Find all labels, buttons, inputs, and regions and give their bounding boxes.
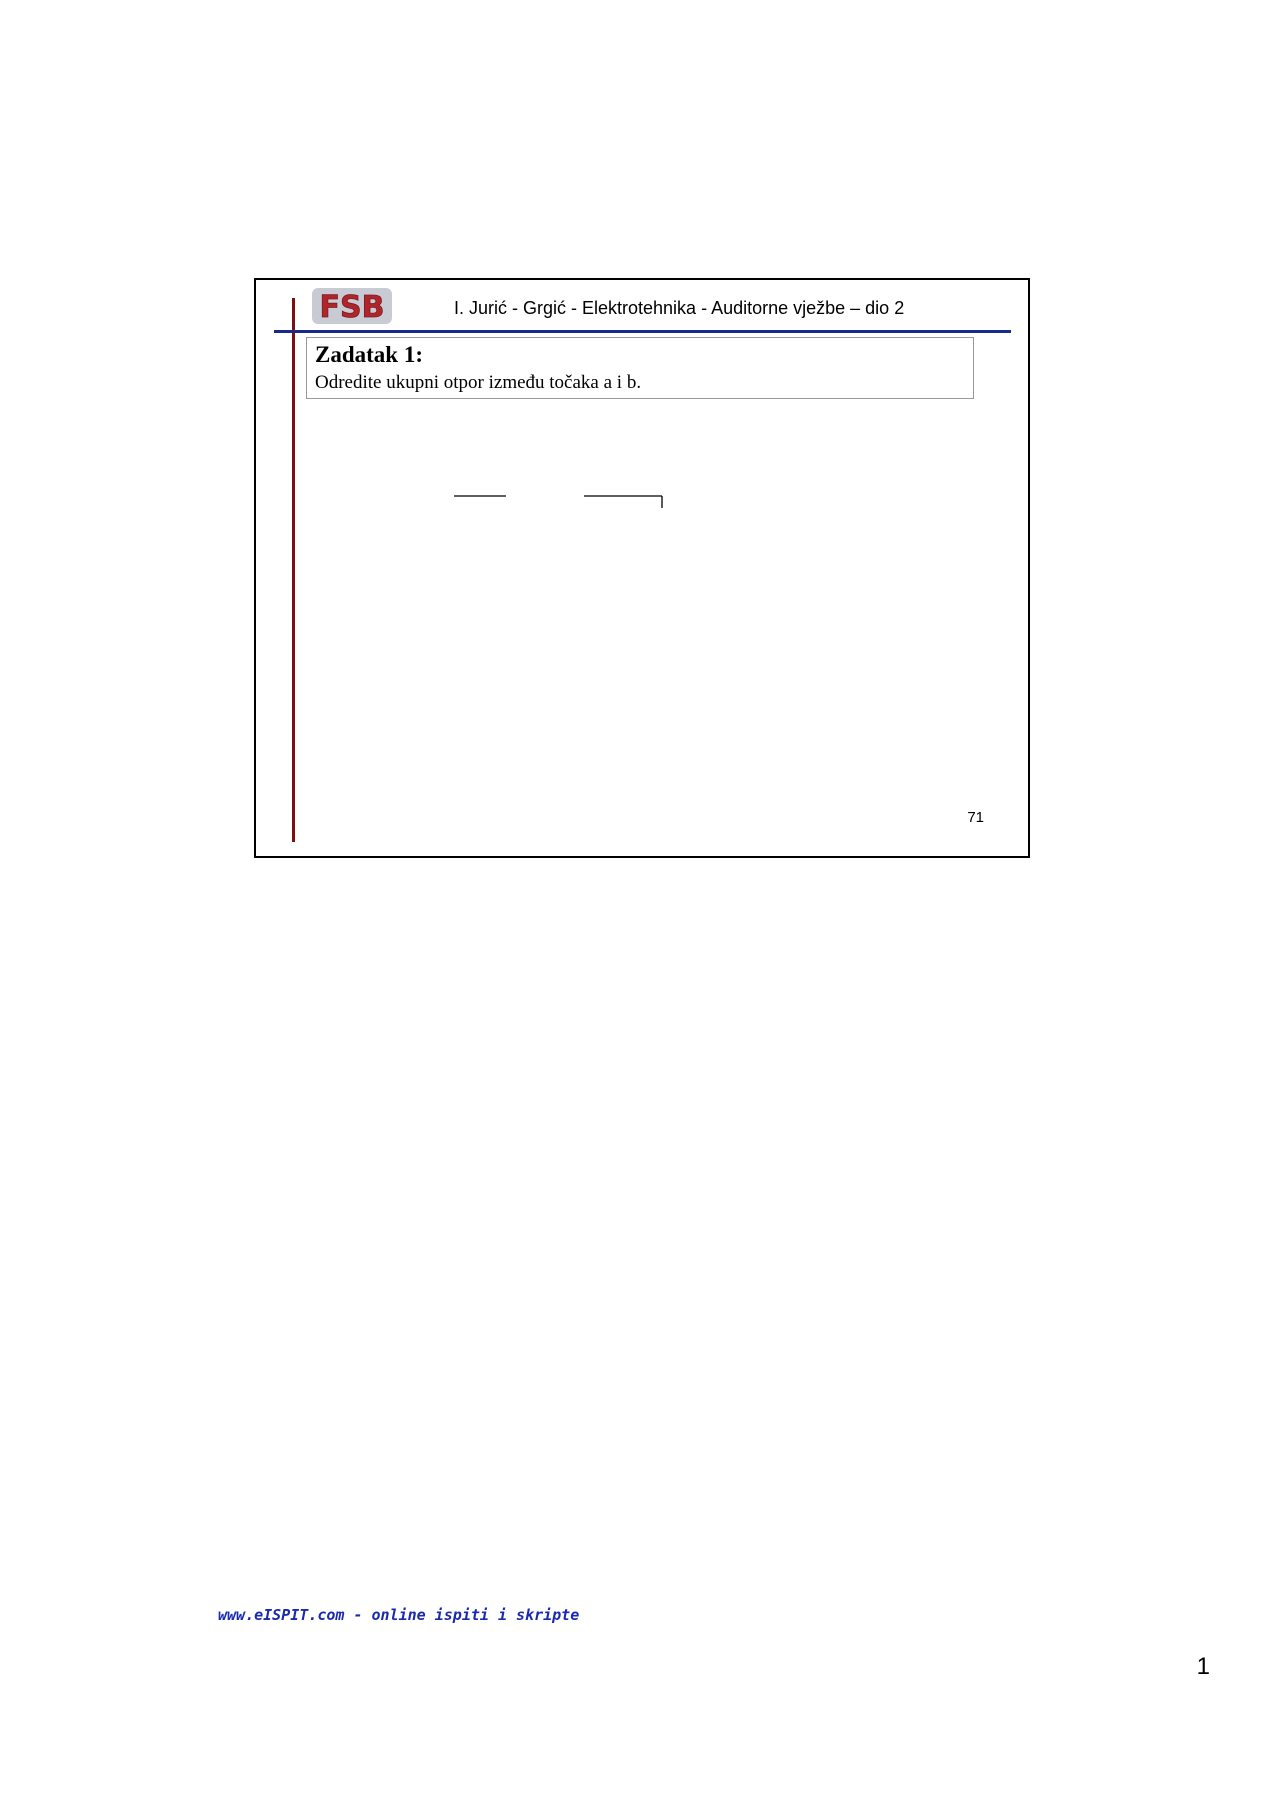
slide-71	[254, 278, 1030, 858]
task-title: Zadatak 1:	[315, 342, 423, 367]
footer-link[interactable]: www.eISPIT.com - online ispiti i skripte	[218, 1606, 580, 1624]
bridge-circuit-diagram	[256, 280, 1032, 860]
page-number: 1	[1196, 1653, 1210, 1680]
slide-number: 71	[967, 809, 984, 826]
svg-text:FSB: FSB	[319, 290, 385, 324]
slide-header-text: I. Jurić - Grgić - Elektrotehnika - Auditorne vježbe – dio 2	[454, 298, 905, 318]
task-text: Odredite ukupni otpor između točaka a i b.	[315, 372, 642, 393]
